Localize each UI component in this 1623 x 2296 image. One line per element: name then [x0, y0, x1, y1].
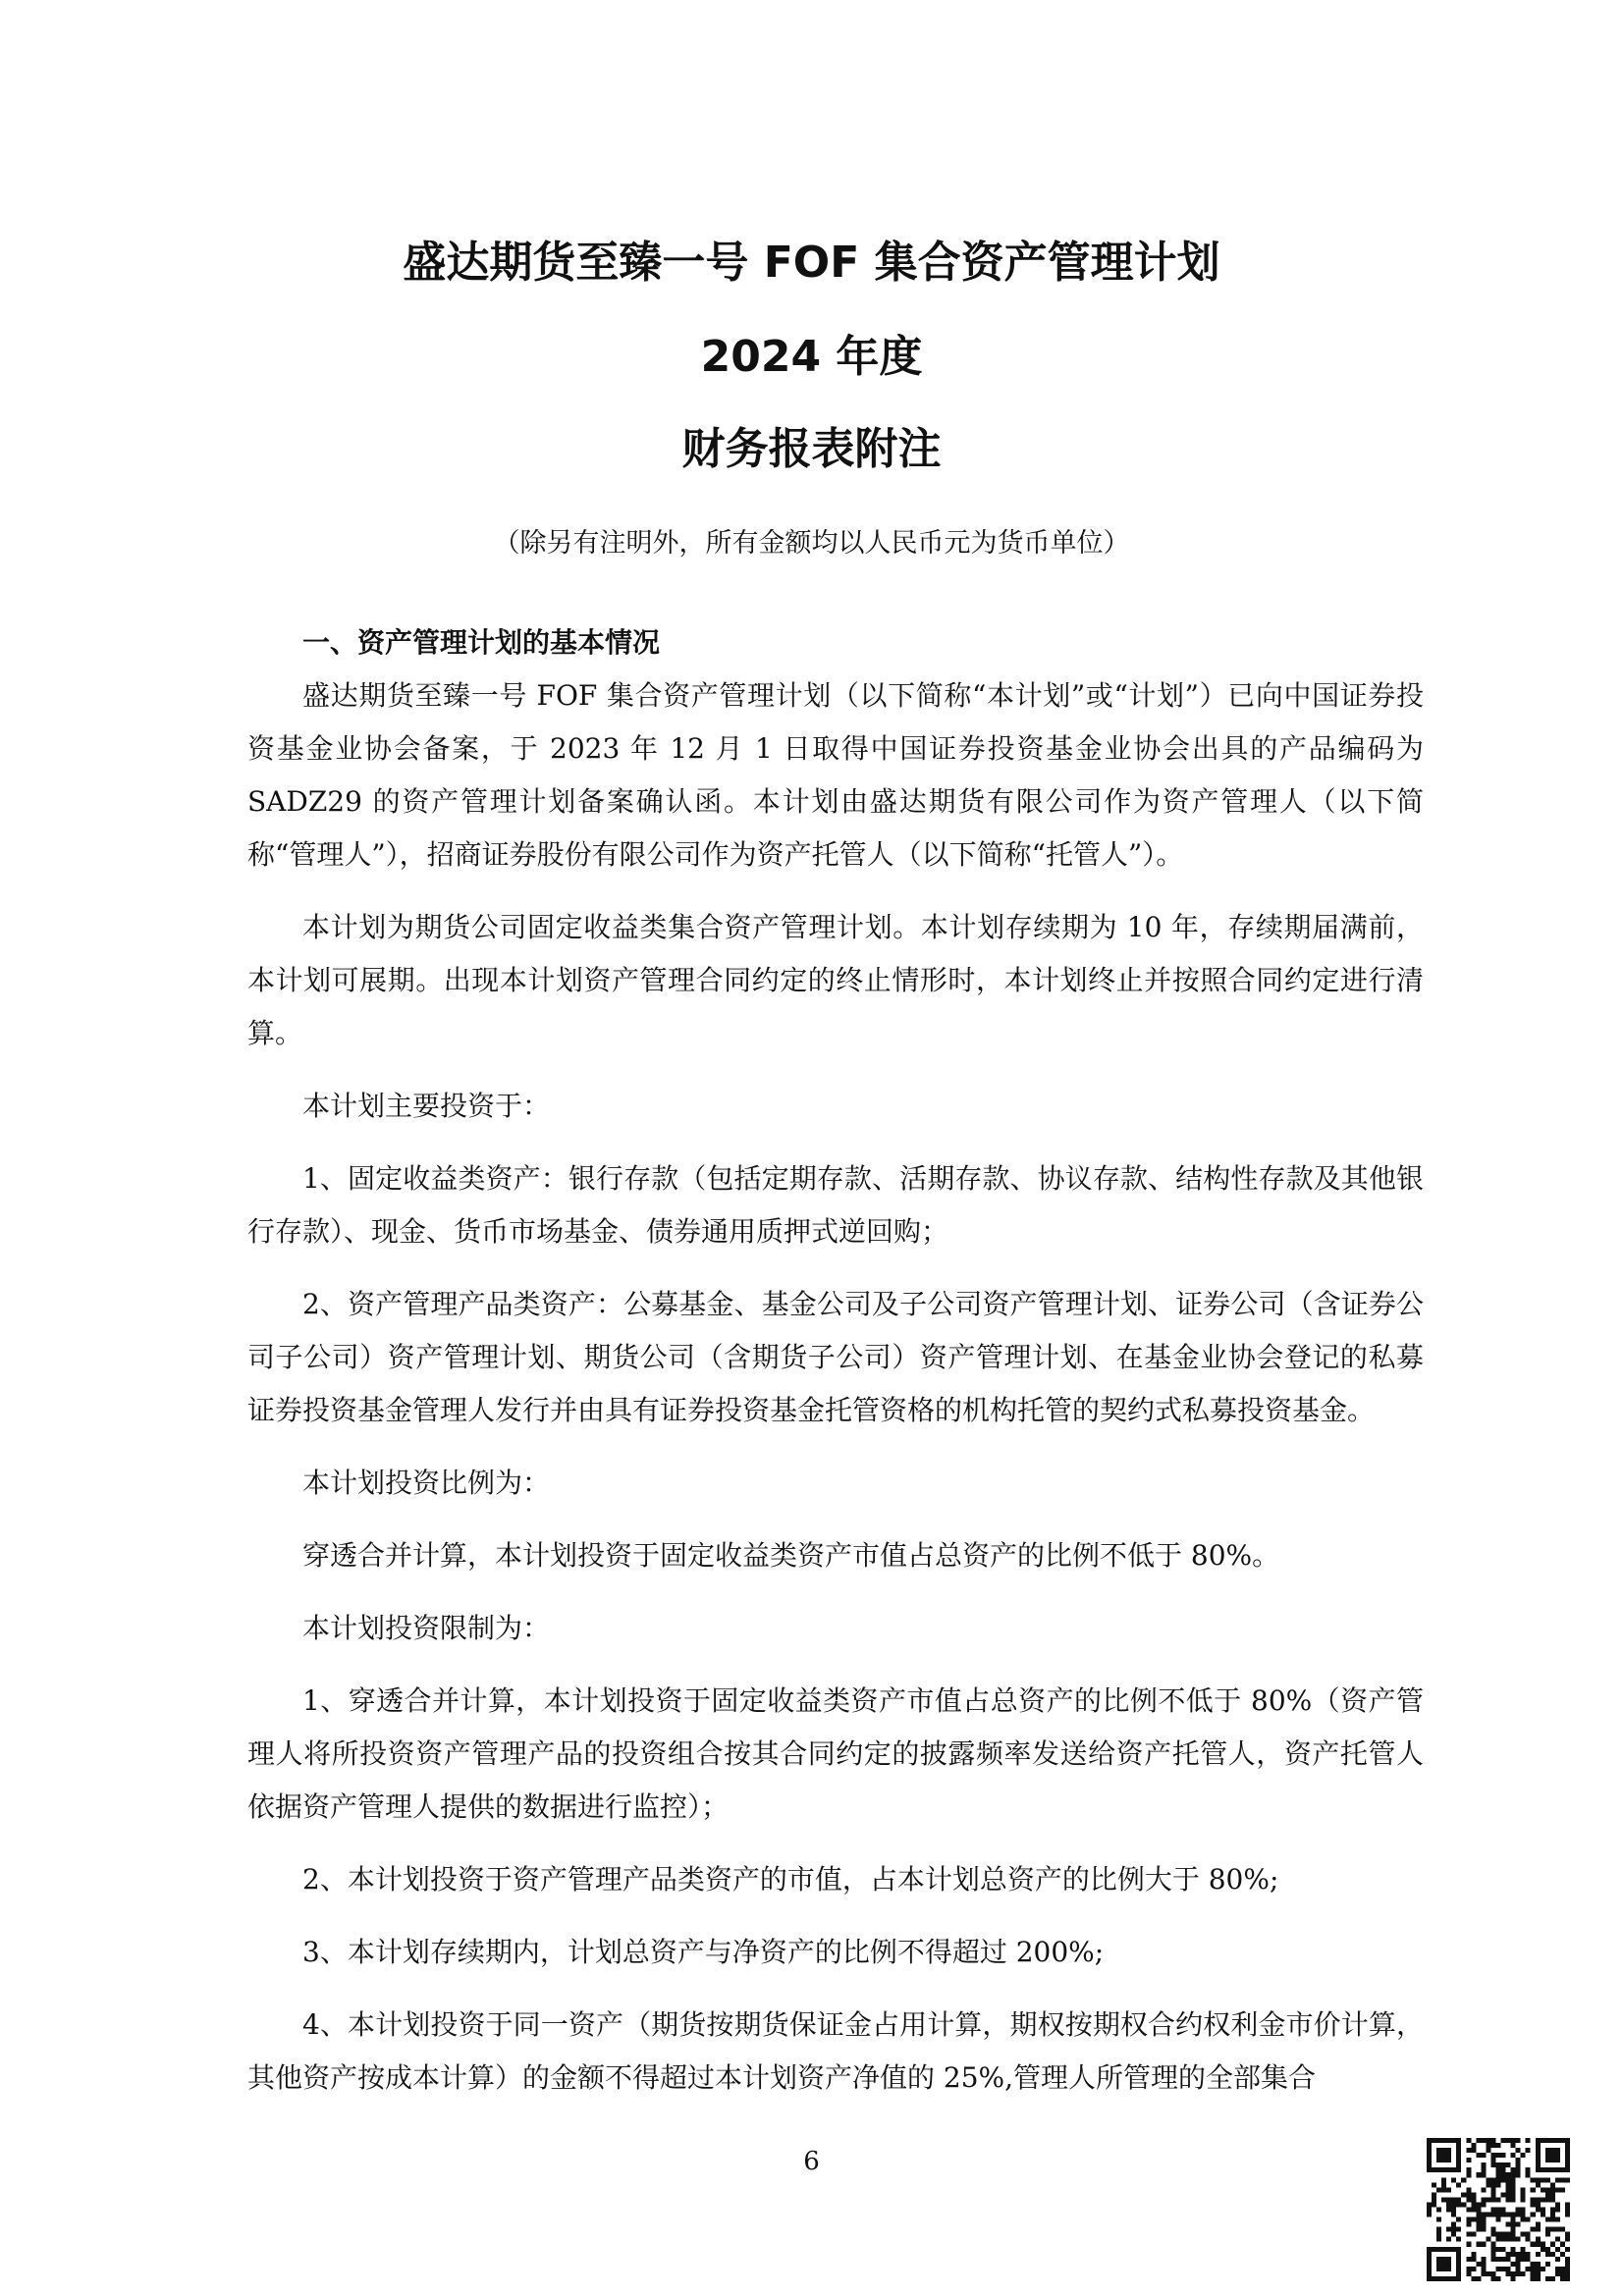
document-title: 盛达期货至臻一号 FOF 集合资产管理计划: [403, 238, 1220, 288]
paragraph: 本计划投资限制为：: [302, 1612, 551, 1644]
currency-note: （除另有注明外，所有金额均以人民币元为货币单位）: [493, 528, 1130, 559]
paragraph: 本计划主要投资于：: [302, 1090, 551, 1122]
document-year: 2024 年度: [700, 332, 923, 382]
paragraph: 2、资产管理产品类资产：公募基金、基金公司及子公司资产管理计划、证券公司（含证券公司子公司）资产管理计划、期货公司（含期货子公司）资产管理计划、在基金业协会登记的私募证券投资基金管理人发行并由具有证券投资基金托管资格的机构托管的契约式私募投资基金。: [247, 1288, 1424, 1426]
paragraph: 本计划为期货公司固定收益类集合资产管理计划。本计划存续期为 10 年，存续期届满前，本计划可展期。出现本计划资产管理合同约定的终止情形时，本计划终止并按照合同约定进行清算。: [247, 911, 1424, 1049]
paragraph: 穿透合并计算，本计划投资于固定收益类资产市值占总资产的比例不低于 80%。: [302, 1539, 1280, 1572]
paragraph: 本计划投资比例为：: [302, 1467, 551, 1499]
page-number: 6: [803, 2147, 820, 2176]
paragraph: 盛达期货至臻一号 FOF 集合资产管理计划（以下简称“本计划”或“计划”）已向中国证券投资基金业协会备案，于 2023 年 12 月 1 日取得中国证券投资基金业协会出具的产品编码为 SADZ29 的资产管理计划备案确认函。本计划由盛达期货有限公司作为资产管理人（以下简称“管理人”），招商证券股份有限公司作为资产托管人（以下简称“托管人”）。: [247, 679, 1424, 871]
document-subtitle: 财务报表附注: [681, 424, 942, 474]
paragraph: 1、穿透合并计算，本计划投资于固定收益类资产市值占总资产的比例不低于 80%（资产管理人将所投资资产管理产品的投资组合按其合同约定的披露频率发送给资产托管人，资产托管人依据资产管理人提供的数据进行监控）；: [247, 1684, 1424, 1823]
qr-code-icon: [1427, 2138, 1570, 2281]
paragraph: 1、固定收益类资产：银行存款（包括定期存款、活期存款、协议存款、结构性存款及其他银行存款）、现金、货币市场基金、债券通用质押式逆回购；: [247, 1162, 1424, 1248]
paragraph: 2、本计划投资于资产管理产品类资产的市值，占本计划总资产的比例大于 80%;: [302, 1863, 1279, 1896]
document-body: [247, 616, 1424, 2124]
paragraph: 3、本计划存续期内，计划总资产与净资产的比例不得超过 200%;: [302, 1936, 1105, 1968]
paragraph: 4、本计划投资于同一资产（期货按期货保证金占用计算，期权按期权合约权利金市价计算，其他资产按成本计算）的金额不得超过本计划资产净值的 25%,管理人所管理的全部集合: [247, 2008, 1424, 2094]
section-heading: 一、资产管理计划的基本情况: [302, 626, 661, 659]
